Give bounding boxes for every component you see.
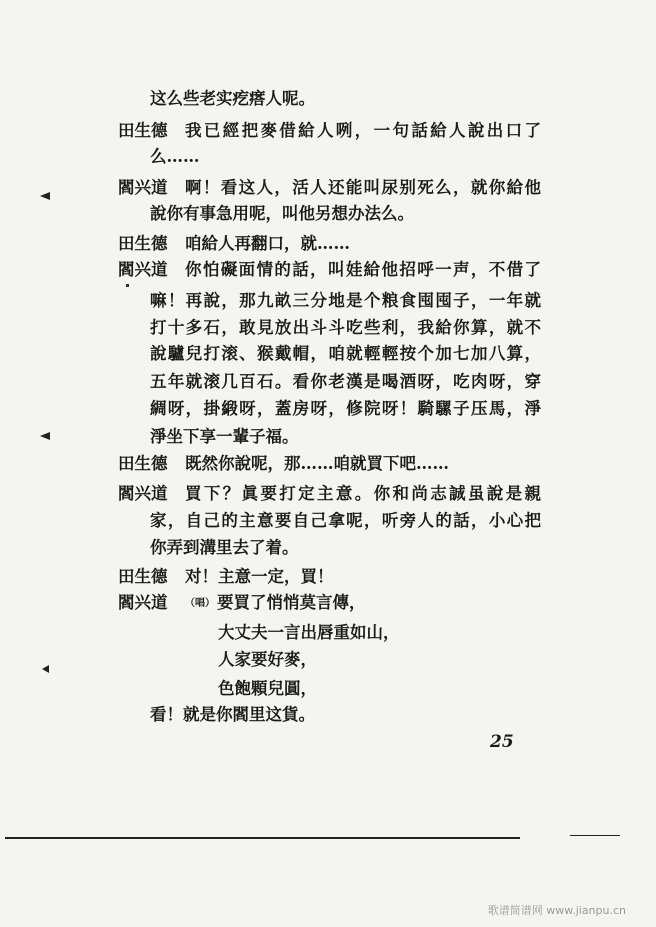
text-line bbox=[150, 202, 414, 226]
line-text: 我已經把麥借給人咧，一句話給人說出口了 bbox=[185, 121, 541, 140]
text-line bbox=[185, 119, 541, 143]
line-text: 嘛！再說，那九畝三分地是个粮食囤囤子，一年就 bbox=[150, 291, 541, 310]
line-text: 既然你說呢，那……咱就買下吧…… bbox=[185, 454, 449, 473]
speaker-name: 田生德 bbox=[118, 567, 168, 586]
text-line bbox=[150, 536, 299, 560]
page-number: 25 bbox=[490, 732, 514, 752]
text-line bbox=[218, 677, 317, 701]
line-text: 大丈夫一言出唇重如山， bbox=[218, 623, 400, 642]
text-line bbox=[150, 289, 541, 313]
line-text: 買下？眞要打定主意。你和尚志誠虽說是親 bbox=[185, 484, 541, 503]
line-text: 看！就是你閻里这貨。 bbox=[150, 705, 315, 724]
stage-note: （唱） bbox=[185, 597, 215, 609]
text-line bbox=[185, 482, 541, 506]
text-line bbox=[150, 425, 299, 449]
margin-mark-icon bbox=[40, 432, 50, 440]
line-text: 么…… bbox=[150, 147, 200, 166]
margin-mark-icon bbox=[42, 665, 49, 673]
text-line bbox=[150, 703, 315, 727]
speaker-name: 田生德 bbox=[118, 121, 168, 140]
watermark: 歌谱简谱网 www.jianpu.cn bbox=[487, 904, 626, 917]
line-text: 色飽顆兒圓， bbox=[218, 679, 317, 698]
line-text: 人家要好麥， bbox=[218, 650, 317, 669]
text-line bbox=[218, 648, 317, 672]
line-text: 你弄到溝里去了着。 bbox=[150, 538, 299, 557]
speaker-name: 田生德 bbox=[118, 454, 168, 473]
line-text: 家，自己的主意要自己拿呢，听旁人的話，小心把 bbox=[150, 511, 541, 530]
line-text: 要買了悄悄莫言傳， bbox=[217, 593, 366, 612]
line-text: 你怕礙面情的話，叫娃給他招呼一声，不借了 bbox=[185, 260, 541, 279]
line-text: 这么些老实疙瘩人呢。 bbox=[150, 89, 315, 108]
text-line bbox=[150, 87, 315, 111]
text-line bbox=[185, 565, 334, 589]
text-line bbox=[150, 342, 541, 366]
line-text: 啊！看这人，活人还能叫尿别死么，就你給他 bbox=[185, 178, 541, 197]
bottom-rule bbox=[5, 837, 520, 839]
text-line bbox=[218, 621, 400, 645]
text-line bbox=[150, 397, 541, 421]
text-line bbox=[150, 509, 541, 533]
speaker-name: 田生德 bbox=[118, 234, 168, 253]
line-text: 五年就滚几百石。看你老漢是喝酒呀，吃肉呀，穿 bbox=[150, 372, 541, 391]
speaker-name: 閻兴道 bbox=[118, 178, 168, 197]
text-line bbox=[150, 316, 541, 340]
line-text: 淨坐下享一輩子福。 bbox=[150, 427, 299, 446]
line-text: 說驢兒打滚、猴戴帽，咱就輕輕按个加七加八算， bbox=[150, 344, 541, 363]
line-text: 对！主意一定，買！ bbox=[185, 567, 334, 586]
text-line bbox=[150, 145, 200, 169]
text-line bbox=[150, 370, 541, 394]
text-line bbox=[185, 258, 541, 282]
line-text: 打十多石，敢見放出斗斗吃些利，我給你算，就不 bbox=[150, 318, 541, 337]
text-line bbox=[185, 232, 350, 256]
margin-mark-icon bbox=[40, 192, 50, 200]
speaker-name: 閻兴道 bbox=[118, 484, 168, 503]
text-line bbox=[185, 176, 541, 200]
line-text: 綢呀，掛緞呀，蓋房呀，修院呀！騎騾子压馬，淨 bbox=[150, 399, 541, 418]
line-text: 說你有事急用呢，叫他另想办法么。 bbox=[150, 204, 414, 223]
speaker-name: 閻兴道 bbox=[118, 593, 168, 612]
text-line bbox=[185, 591, 366, 615]
text-line bbox=[185, 452, 449, 476]
speaker-name: 閻兴道 bbox=[118, 260, 168, 279]
margin-dot bbox=[126, 284, 129, 287]
line-text: 咱給人再翻口，就…… bbox=[185, 234, 350, 253]
bottom-rule-short bbox=[570, 835, 620, 836]
